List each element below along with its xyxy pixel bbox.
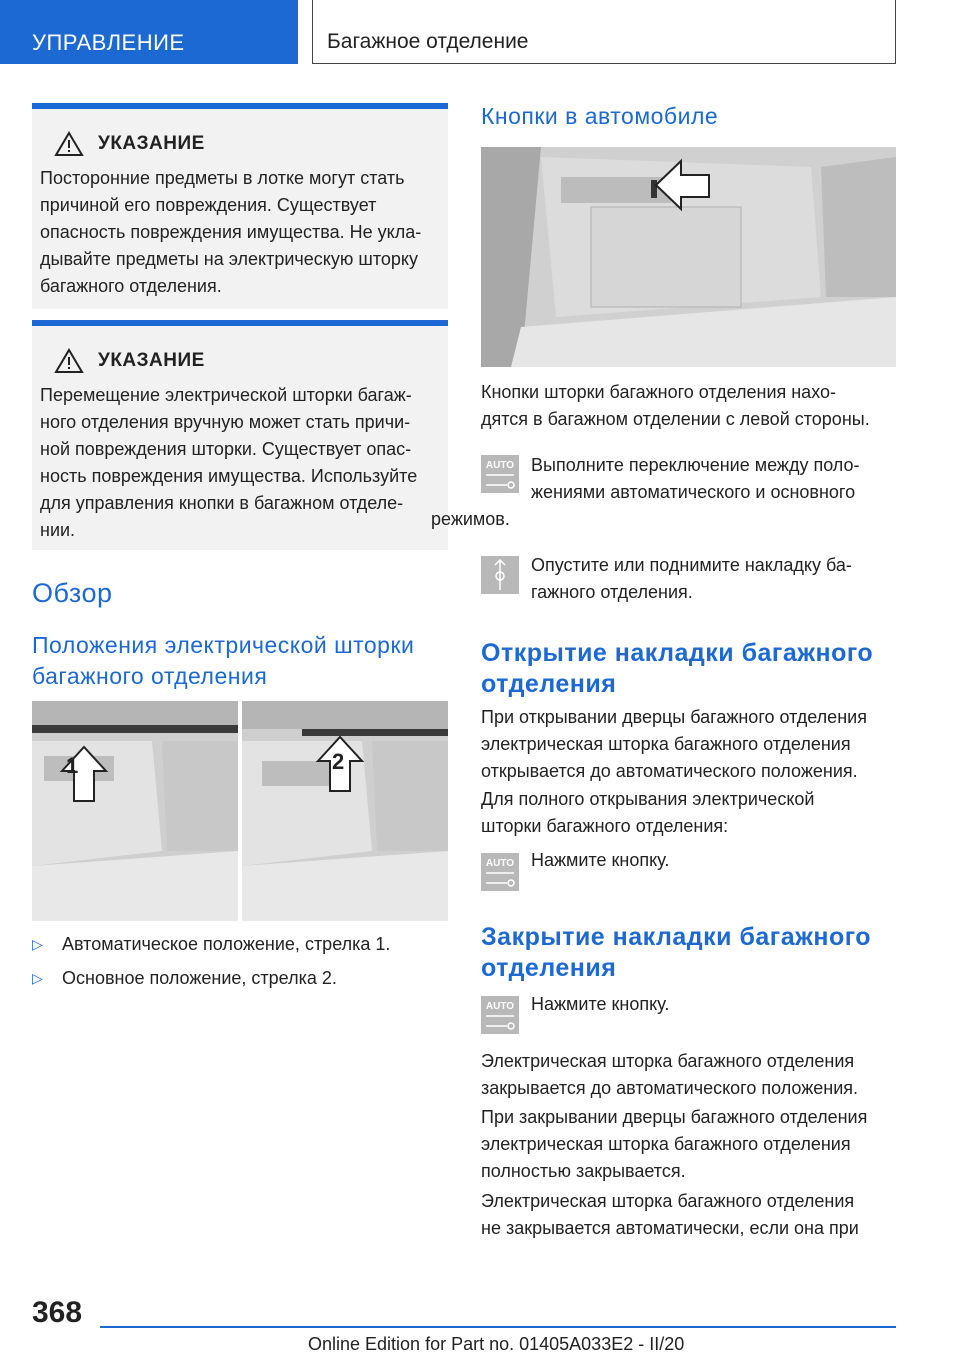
warning-text: Посторонние предметы в лотке могут стать причиной его повреждения. Существует опасность повреждения имущества. Не укла- дывайте предметы на электрическую шторку багажного отделения.: [40, 168, 422, 296]
close-para-3: Электрическая шторка багажного отделения не закрывается автоматически, если она при: [481, 1191, 859, 1238]
chapter-title: Багажное отделение: [327, 30, 529, 53]
warning-box-2: [32, 320, 448, 550]
auto-button-icon: [481, 853, 519, 891]
open-cover-heading: Открытие накладки багажного отделения: [481, 639, 874, 698]
arrow-label-2: 2: [332, 749, 345, 774]
warning-text: Перемещение электрической шторки багаж- ного отделения вручную может стать причи- ной повреждения шторки. Существует опас- ность повреждения имущества. Используйте для управления кнопки в багажном отделе- нии.: [40, 385, 418, 540]
page-number: 368: [32, 1296, 83, 1329]
positions-heading: Положения электрической шторки багажного отделения: [32, 632, 415, 689]
overview-heading: Обзор: [32, 578, 113, 608]
warning-label: УКАЗАНИЕ: [98, 133, 205, 154]
bullet-triangle-icon: ▷: [32, 970, 43, 986]
close-cover-heading: Закрытие накладки багажного отделения: [481, 923, 872, 982]
warning-box-1: [32, 103, 448, 309]
section-tab: [0, 0, 298, 64]
auto-button-icon: [481, 996, 519, 1034]
lift-action-text: Опустите или поднимите накладку ба- гажного отделения.: [531, 555, 852, 602]
bullet-triangle-icon: ▷: [32, 936, 43, 952]
warning-label: УКАЗАНИЕ: [98, 350, 205, 371]
open-para-2: Для полного открывания электрической шторки багажного отделения:: [481, 789, 815, 836]
svg-text:AUTO: AUTO: [485, 858, 515, 869]
cover-position-photo-2: [242, 701, 448, 921]
close-para-1: Электрическая шторка багажного отделения закрывается до автоматического положения.: [481, 1051, 859, 1098]
warning-triangle-icon: [54, 348, 84, 374]
edition-text: Online Edition for Part no. 01405A033E2 - II/20: [308, 1334, 685, 1354]
list-item: ▷ Автоматическое положение, стрелка 1.: [32, 934, 391, 954]
lift-cover-button-icon: [481, 556, 519, 594]
svg-text:AUTO: AUTO: [485, 460, 515, 471]
svg-text:AUTO: AUTO: [485, 1001, 515, 1012]
list-item: ▷ Основное положение, стрелка 2.: [32, 968, 337, 988]
close-press-button-text: Нажмите кнопку.: [531, 994, 670, 1014]
auto-action-text: Выполните переключение между поло- жениями автоматического и основного режимов.: [431, 455, 860, 529]
buttons-heading: Кнопки в автомобиле: [481, 103, 719, 129]
warning-triangle-icon: [54, 131, 84, 157]
section-label: УПРАВЛЕНИЕ: [32, 30, 185, 55]
buttons-description: Кнопки шторки багажного отделения нахо- дятся в багажном отделении с левой стороны.: [481, 382, 870, 429]
chapter-header: [312, 0, 896, 64]
footer-divider: [100, 1326, 896, 1328]
arrow-label-1: 1: [66, 753, 79, 778]
close-para-2: При закрывании дверцы багажного отделения электрическая шторка багажного отделения полностью закрывается.: [481, 1107, 868, 1181]
open-para-1: При открывании дверцы багажного отделения электрическая шторка багажного отделения открывается до автоматического положения.: [481, 707, 867, 781]
trunk-buttons-photo: [481, 147, 896, 367]
cover-position-photo-1: [32, 701, 238, 921]
press-button-text: Нажмите кнопку.: [531, 850, 670, 870]
